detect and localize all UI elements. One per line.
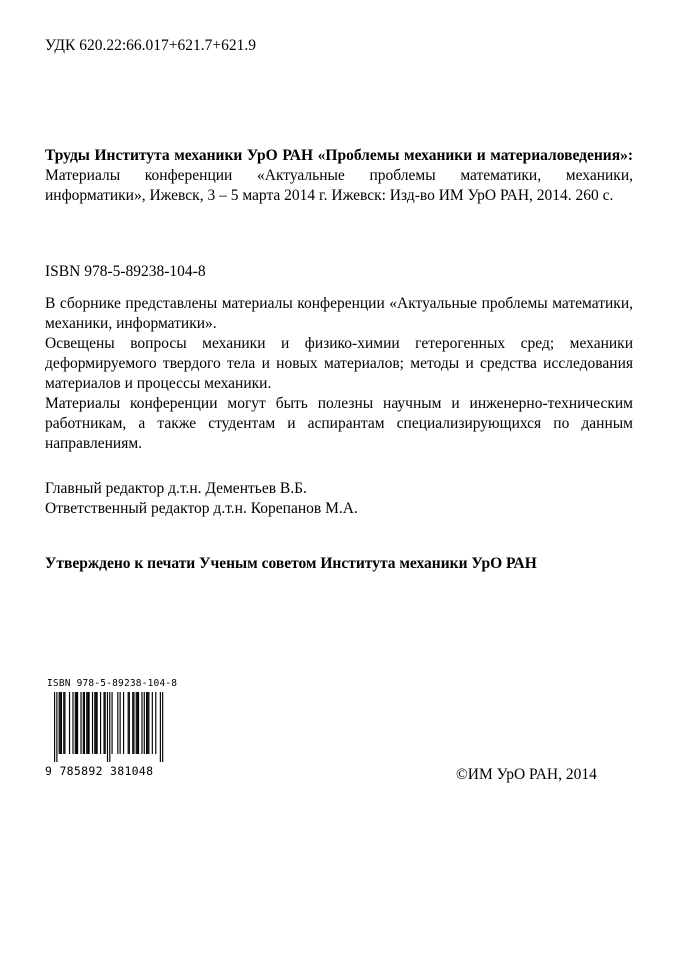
barcode-bar (86, 692, 87, 754)
barcode-bar (129, 692, 130, 754)
barcode-bar (60, 692, 61, 754)
barcode-bar (72, 692, 73, 754)
reference-details: Материалы конференции «Актуальные проблемы математики, механики, информатики», Ижевск, 3 – 5 марта 2014 г. Ижевск: Изд-во ИМ УрО РАН, 2014. 260 с. (45, 167, 633, 204)
barcode-bar (112, 692, 113, 754)
barcode-bar (84, 692, 85, 754)
barcode-bar (97, 692, 98, 754)
editors (45, 479, 633, 519)
barcode-bar (109, 692, 110, 762)
udk-code: УДК 620.22:66.017+621.7+621.9 (45, 37, 256, 54)
chief-editor: Главный редактор д.т.н. Дементьев В.Б. (45, 480, 307, 497)
barcode-bar (89, 692, 90, 754)
barcode-bar (123, 692, 124, 754)
barcode-bar (132, 692, 133, 754)
barcode-bar (148, 692, 149, 754)
barcode-bar (100, 692, 101, 754)
barcode-bar (77, 692, 78, 754)
isbn-barcode (45, 678, 178, 790)
barcode-bar (83, 692, 84, 754)
bibliographic-reference (45, 146, 633, 206)
barcode-bar (144, 692, 145, 754)
responsible-editor: Ответственный редактор д.т.н. Корепанов М.А. (45, 500, 358, 517)
barcode-bar (128, 692, 129, 754)
barcode-bar (75, 692, 76, 754)
barcode-bar (56, 692, 57, 762)
barcode-bar (162, 692, 163, 762)
barcode-bar (141, 692, 142, 754)
barcode-bar (103, 692, 104, 754)
barcode-bar (136, 692, 137, 754)
barcode-bars-icon (45, 692, 167, 764)
barcode-bar (92, 692, 93, 754)
barcode-bar (61, 692, 62, 754)
barcode-bar (147, 692, 148, 754)
barcode-bar (107, 692, 108, 762)
abstract-paragraph: В сборнике представлены материалы конференции «Актуальные проблемы математики, механики, информатики». (45, 295, 633, 332)
barcode-bar (152, 692, 153, 754)
barcode-bar (137, 692, 138, 754)
barcode-digits: 9 785892 381048 (45, 764, 154, 778)
abstract-paragraph: Освещены вопросы механики и физико-химии гетерогенных сред; механики деформируемого твердого тела и новых материалов; методы и средства исследования материалов и процессы механики. (45, 335, 633, 392)
barcode-bar (133, 692, 134, 754)
barcode-bar (63, 692, 64, 754)
barcode-bar (94, 692, 95, 754)
barcode-bar (95, 692, 96, 754)
copyright: ©ИМ УрО РАН, 2014 (456, 766, 597, 783)
barcode-bar (54, 692, 55, 762)
barcode-isbn-label: ISBN 978-5-89238-104-8 (47, 678, 178, 689)
barcode-bar (105, 692, 106, 754)
barcode-bar (146, 692, 147, 754)
barcode-bar (117, 692, 118, 754)
barcode-bar (69, 692, 70, 754)
barcode-bar (80, 692, 81, 754)
barcode-bar (59, 692, 60, 754)
barcode-bar (138, 692, 139, 754)
barcode-bar (76, 692, 77, 754)
barcode-bar (87, 692, 88, 754)
abstract-paragraph: Материалы конференции могут быть полезны научным и инженерно-техническим работникам, а также студентам и аспирантам специализирующихся по данным направлениям. (45, 395, 633, 452)
barcode-bar (120, 692, 121, 754)
barcode-bar (160, 692, 161, 762)
reference-title: Труды Института механики УрО РАН «Проблемы механики и материаловедения»: (45, 147, 633, 164)
abstract (45, 294, 633, 454)
barcode-bar (64, 692, 65, 754)
isbn-line: ISBN 978-5-89238-104-8 (45, 263, 206, 280)
approval-note: Утверждено к печати Ученым советом Института механики УрО РАН (45, 555, 537, 572)
barcode-bar (155, 692, 156, 754)
